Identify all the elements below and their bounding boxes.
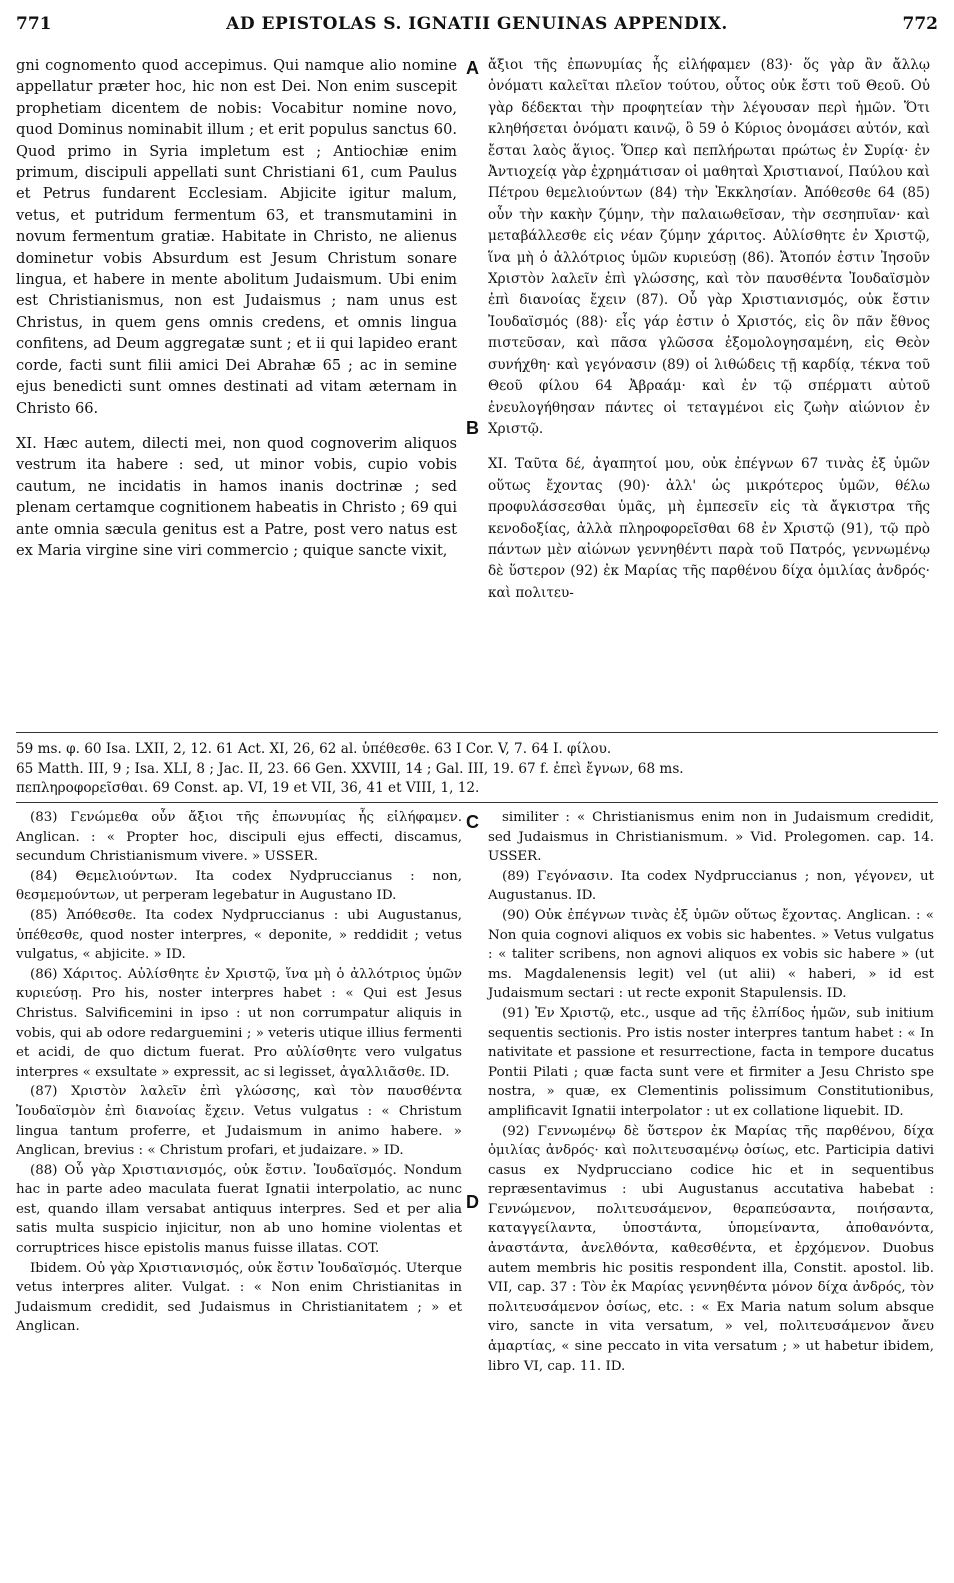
notes-divider xyxy=(16,802,938,803)
latin-paragraph-2: XI. Hæc autem, dilecti mei, non quod cognoverim aliquos vestrum ita habere : sed, ut minor vobis, cupio vobis cautum, ne incidatis in hamos inanis doctrinæ ; sed plenam certamque cognitionem habeatis in Christo ; 69 qui ante omnia sæcula genitus est a Patre, post vero natus est ex Maria virgine sine viri commercio ; quique sancte vixit, xyxy=(16,434,457,559)
latin-paragraph-1: gni cognomento quod accepimus. Qui namque alio nomine appellatur præter hoc, hic non est Dei. Non enim suscepit prophetiam dicentem de nobis: Vocabitur nomine novo, quod Dominus nominabit illum ; et erit populus sanctus 60. Quod primo in Syria impletum est ; Antiochiæ enim primum, discipuli appellati sunt Christiani 61, cum Paulus et Petrus fundarent Ecclesiam. Abjicite igitur malum, vetus, et putridum fermentum 63, et transmutamini in novum fermentum gratiæ. Habitate in Christo, ne alienus dominetur vobis Absurdum est Jesum Christum sonare lingua, et habere in mente abolitum Judaismum. Ubi enim est Christianismus, non est Judaismus ; nam unus est Christus, in quem gens omnis credens, et omnis lingua confitens, ad Deum aggregatæ sunt ; et ii qui lapideo erant corde, facti sunt filii amici Dei Abrahæ 65 ; ac in semine ejus benedicti sunt omnes destinati ad vitam æternam in Christo 66. xyxy=(16,57,457,417)
note-paragraph: similiter : « Christianismus enim non in Judaismum credidit, sed Judaismus in Christianismum. » Vid. Prolegomen. cap. 14. USSER. xyxy=(488,810,934,865)
page-number-left: 771 xyxy=(16,14,52,34)
greek-paragraph-1: ἄξιοι τῆς ἐπωνυμίας ἧς εἰλήφαμεν (83)· ὅς γὰρ ἂν ἄλλῳ ὀνόματι καλεῖται πλεῖον τούτου, οὗτος οὐκ ἔστι τοῦ Θεοῦ. Οὐ γὰρ δέδεκται τὴν προφητείαν τὴν λέγουσαν περὶ ἡμῶν. Ὅτι κληθήσεται ὀνόματι καινῷ, ὃ 59 ὁ Κύριος ὀνομάσει αὐτόν, καὶ ἔσται λαὸς ἅγιος. Ὅπερ καὶ πεπλήρωται πρώτως ἐν Συρίᾳ· ἐν Ἀντιοχείᾳ γὰρ ἐχρημάτισαν οἱ μαθηταὶ Χριστιανοί, Παύλου καὶ Πέτρου θεμελιούντων (84) τὴν Ἐκκλησίαν. Ἀπόθεσθε 64 (85) οὖν τὴν κακὴν ζύμην, τὴν παλαιωθεῖσαν, τὴν σεσηπυῖαν· καὶ μεταβάλλεσθε εἰς νέαν ζύμην χάριτος. Αὐλίσθητε ἐν Χριστῷ, ἵνα μὴ ὁ ἀλλότριος ὑμῶν κυριεύσῃ (86). Ἄτοπόν ἐστιν Ἰησοῦν Χριστὸν λαλεῖν ἐπὶ γλώσσης, καὶ τὸν παυσθέντα Ἰουδαϊσμὸν ἐπὶ διανοίας ἔχειν (87). Οὗ γὰρ Χριστιανισμός, οὐκ ἔστιν Ἰουδαϊσμός (88)· εἷς γάρ ἐστιν ὁ Χριστός, εἰς ὃν πᾶν ἔθνος πιστεῦσαν, καὶ πᾶσα γλῶσσα ἐξομολογησαμένη, εἰς Θεὸν συνήχθη· καὶ γεγόνασιν (89) οἱ λιθώδεις τῇ καρδίᾳ, τέκνα τοῦ Θεοῦ φίλου 64 Ἀβραάμ· καὶ ἐν τῷ σπέρματι αὐτοῦ ἐνευλογήθησαν πάντες οἱ τεταγμένοι εἰς ζωὴν αἰώνιον ἐν Χριστῷ. xyxy=(488,57,930,437)
margin-marker-a: A xyxy=(466,58,479,78)
footnote-divider xyxy=(16,732,938,733)
notes-right-column xyxy=(488,808,934,1376)
note-paragraph: (85) Ἀπόθεσθε. Ita codex Nydpruccianus : ubi Augustanus, ὑπέθεσθε, quod noster interpres, « deponite, » reddidit ; vetus vulgatus, « abjicite. » ID. xyxy=(16,907,462,963)
note-paragraph: (92) Γεννωμένῳ δὲ ὕστερον ἐκ Μαρίας τῆς παρθένου, δίχα ὁμιλίας ἀνδρός· καὶ πολιτευσαμένῳ ὁσίως, etc. Participia dativi casus ex Nydprucciano codice hic et in sequentibus repræsentavimus : ubi Augustanus accutativa habebat : Γεννώμενον, πολιτευσάμενον, θεραπεύσαντα, ποιήσαντα, καταγγείλαντα, ὑποστάντα, ὑπομείναντα, ἀποθανόντα, ἀναστάντα, ἀνελθόντα, καθεσθέντα, et ἐρχόμενον. Duobus autem membris hic positis respondent illa, Constit. apostol. lib. VII, cap. 37 : Τὸν ἐκ Μαρίας γεννηθέντα μόνον δίχα ἀνδρός, τὸν πολιτευσάμενον ὁσίως, etc. : « Ex Maria natum solum absque viro, sancte in vita versatum, » vel, πολιτευσάμενον ἄνευ ἁμαρτίας, « sine peccato in vita versatum ; » ut habetur ibidem, libro VI, cap. 11. ID. xyxy=(488,1123,934,1374)
note-paragraph: (87) Χριστὸν λαλεῖν ἐπὶ γλώσσης, καὶ τὸν παυσθέντα Ἰουδαϊσμὸν ἐπὶ διανοίας ἔχειν. Vetus vulgatus : « Christum lingua tantum proferre, et Judaismum in animo habere. » Anglican, brevius : « Christum profari, et judaizare. » ID. xyxy=(16,1084,462,1159)
note-paragraph: (84) Θεμελιούντων. Ita codex Nydpruccianus : non, θεσμεμούντων, ut perperam legebatur in Augustano ID. xyxy=(16,868,462,904)
notes-left-column xyxy=(16,808,462,1337)
footnote-line: 59 ms. φ. 60 Isa. LXII, 2, 12. 61 Act. XI, 26, 62 al. ὑπέθεσθε. 63 I Cor. V, 7. 64 I. φίλου. xyxy=(16,741,612,757)
greek-text-column xyxy=(488,55,930,604)
note-paragraph: Ibidem. Οὐ γὰρ Χριστιανισμός, οὐκ ἔστιν Ἰουδαϊσμός. Uterque vetus interpres aliter. Vulgat. : « Non enim Christianitas in Judaismum credidit, sed Judaismus in Christianitatem ; » et Anglican. xyxy=(16,1260,462,1335)
running-header xyxy=(16,10,938,38)
note-paragraph: (89) Γεγόνασιν. Ita codex Nydpruccianus ; non, γέγονεν, ut Augustanus. ID. xyxy=(488,868,934,904)
page-number-right: 772 xyxy=(902,14,938,34)
margin-marker-c: C xyxy=(466,812,479,832)
margin-marker-b: B xyxy=(466,418,479,438)
footnotes-block xyxy=(16,740,938,799)
page-title: AD EPISTOLAS S. IGNATII GENUINAS APPENDIX. xyxy=(226,14,728,34)
note-paragraph: (88) Οὗ γὰρ Χριστιανισμός, οὐκ ἔστιν. Ἰουδαϊσμός. Nondum hac in parte adeo maculata fuerat Ignatii interpolatio, ac nunc est, quando illam versabat antiquus interpres. Sed et per alia satis multa suspicio injicitur, non ab uno homine violentas et corruptrices hisce epistolis manus fuisse illatas. COT. xyxy=(16,1162,462,1257)
note-paragraph: (90) Οὐκ ἐπέγνων τινὰς ἐξ ὑμῶν οὕτως ἔχοντας. Anglican. : « Non quia cognovi aliquos ex vobis sic habentes. » Vetus vulgatus : « taliter scribens, non agnovi aliquos ex vobis sic habere » (ut ms. Magdalenensis legit) vel (ut alii) « haberi, » id est Judaismum sectari : ut recte exponit Stapulensis. ID. xyxy=(488,907,934,1002)
note-paragraph: (91) Ἐν Χριστῷ, etc., usque ad τῆς ἐλπίδος ἡμῶν, sub initium sequentis sectionis. Pro istis noster interpres tantum habet : « In nativitate et passione et resurrectione, facta in tempore ducatus Pontii Pilati ; quæ facta sunt vere et firmiter a Jesu Christo spe nostra, » quæ, ex Clementinis polissimum Constitutionibus, amplificavit Ignatii interpolator : ut ex collatione liquebit. ID. xyxy=(488,1005,934,1119)
greek-paragraph-2: XI. Ταῦτα δέ, ἀγαπητοί μου, οὐκ ἐπέγνων 67 τινὰς ἐξ ὑμῶν οὕτως ἔχοντας (90)· ἀλλ' ὡς μικρότερος ὑμῶν, θέλω προφυλάσσεσθαι ὑμᾶς, μὴ ἐμπεσεῖν εἰς τὰ ἄγκιστρα τῆς κενοδοξίας, ἀλλὰ πληροφορεῖσθαι 68 ἐν Χριστῷ (91), τῷ πρὸ πάντων μὲν αἰώνων γεννηθέντι παρὰ τοῦ Πατρός, γεννωμένῳ δὲ ὕστερον (92) ἐκ Μαρίας τῆς παρθένου δίχα ὁμιλίας ἀνδρός· καὶ πολιτευ- xyxy=(488,456,930,601)
footnote-line: πεπληροφορεῖσθαι. 69 Const. ap. VI, 19 et VII, 36, 41 et VIII, 1, 12. xyxy=(16,780,480,796)
note-paragraph: (83) Γενώμεθα οὖν ἄξιοι τῆς ἐπωνυμίας ἧς εἰλήφαμεν. Anglican. : « Propter hoc, discipuli ejus effecti, discamus, secundum Christianismum vivere. » USSER. xyxy=(16,810,462,865)
margin-marker-d: D xyxy=(466,1192,479,1212)
latin-text-column xyxy=(16,55,457,561)
footnote-line: 65 Matth. III, 9 ; Isa. XLI, 8 ; Jac. II, 23. 66 Gen. XXVIII, 14 ; Gal. III, 19. 67 f. ἐπεὶ ἔγνων, 68 ms. xyxy=(16,760,684,777)
note-paragraph: (86) Χάριτος. Αὐλίσθητε ἐν Χριστῷ, ἵνα μὴ ὁ ἀλλότριος ὑμῶν κυριεύσῃ. Pro his, noster interpres habet : « Qui est Jesus Christus. Salvificemini in ipso : ut non corrumpatur aliquis in vobis, qui ab odore redarguemini ; » veteris utique illius fermenti et acidi, de quo dictum fuerat. Pro αὐλίσθητε vero vulgatus interpres « exsultate » expressit, ac si legisset, ἀγαλλιᾶσθε. ID. xyxy=(16,966,462,1080)
